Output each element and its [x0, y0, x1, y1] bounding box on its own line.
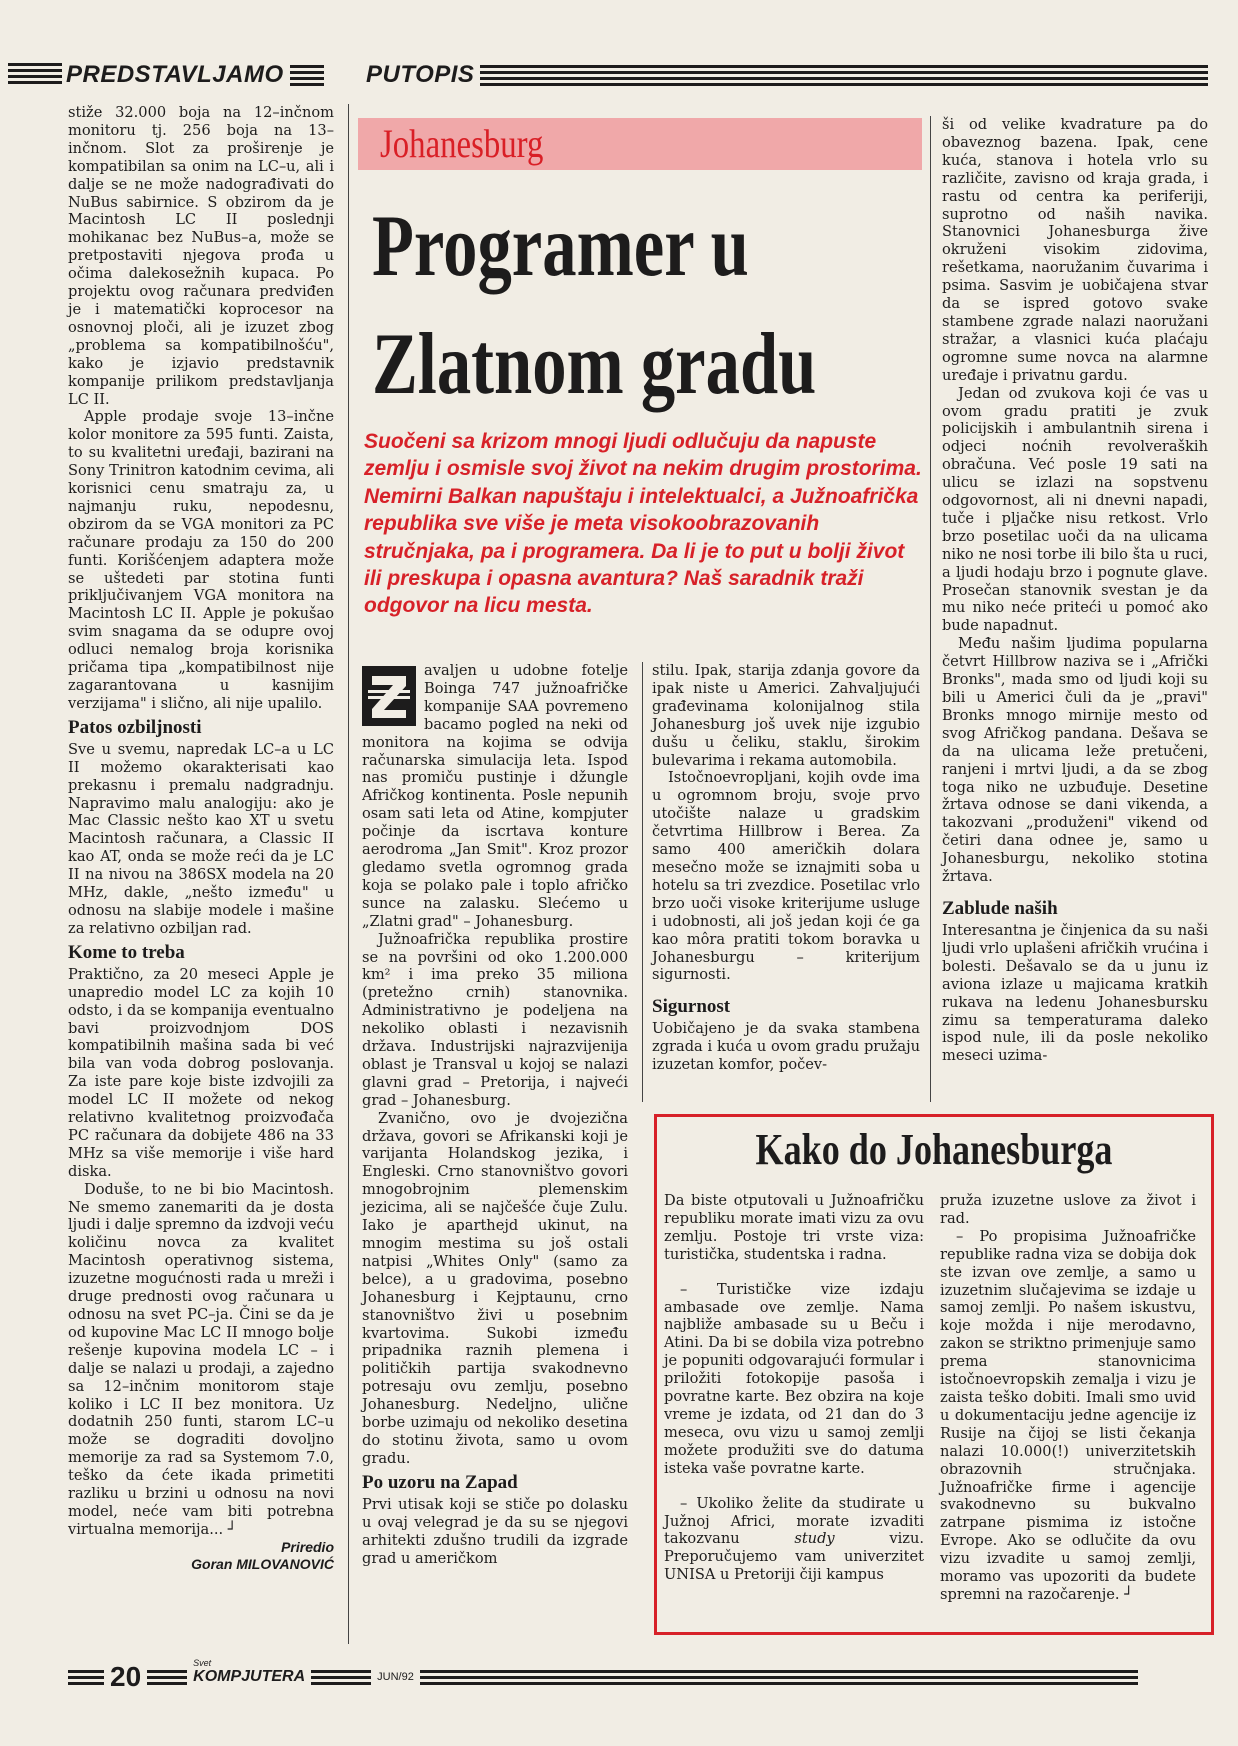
column-divider	[930, 116, 931, 1102]
paragraph: pruža izuzetne uslove za život i rad.	[940, 1192, 1196, 1227]
issue-date: JUN/92	[377, 1671, 414, 1683]
page-footer	[68, 1658, 1138, 1692]
paragraph: – Turističke vize izdaju ambasade ove zemlje. Nama najbliže ambasade su u Beču i Atini. Da bi se dobila viza potrebno je popuniti odgovarajući formular i priložiti fotokopije pasoša i povratne karte. Bez obzira na koje vreme je izdata, od 21 dan do 3 meseca, ovu vizu u samoj zemlji možete produžiti sve do datuma isteka vaše povratne karte.	[664, 1280, 924, 1477]
page-number: 20	[110, 1661, 142, 1692]
paragraph: Južnoafrička republika prostire se na površini od oko 1.200.000 km² i ima preko 35 miliona (pretežno crnih) stanovnika. Administrativno je podeljena na nekoliko oblasti i nezavisnih država. Industrijski najrazvijenija oblast je Transval u kojoj se nalazi glavni grad – Pretorija, i najveći grad – Johanesburg.	[362, 930, 628, 1109]
footer-rules	[420, 1670, 1138, 1685]
text-run-italic: study	[794, 1530, 835, 1548]
paragraph: stiže 32.000 boja na 12–inčnom monitoru tj. 256 boja na 13–inčnom. Slot za proširenje je kompatibilan sa onim na LC–u, ali i dalje se ne može nadograđivati do NuBus sabirnice. S obzirom da je Macintosh LC II poslednji mohikanac bez NuBus–a, može se pretpostaviti njegova prođa u očima dalekosežnih kupaca. Po projektu ovog računara predviđen je i matematički koprocesor na osnovnoj ploči, ali je izuzet zbog „problema sa kompatibilnošću", kako je izjavio predstavnik kompanije prilikom predstavljanja LC II.	[68, 104, 334, 408]
kicker-title: Johanesburg	[380, 121, 544, 166]
header-rules	[290, 65, 324, 86]
paragraph: Jedan od zvukova koji će vas u ovom gradu pratiti je zvuk policijskih i ambulantnih sirena i odjeci noćnih revolveraških obračuna. Već posle 19 sati na ulicu se izlazi na sopstvenu odgovornost, ali ni dnevni napadi, tuče i pljačke nisu retkost. Vrlo brzo posetilac uoči da na ulicama niko ne nosi torbe ili bilo šta u ruci, a ljudi hodaju brzo i pognute glave. Prosečan stanovnik svestan je da mu niko neće priteći u pomoć ako bude napadnut.	[942, 384, 1208, 635]
subheading: Patos ozbiljnosti	[68, 716, 202, 738]
magazine-brand	[187, 1658, 311, 1686]
article-column-1	[362, 662, 628, 1567]
subheading: Kome to treba	[68, 941, 185, 963]
section-header-putopis	[360, 58, 1208, 92]
paragraph: Da biste otputovali u Južnoafričku republiku morate imati vizu za ovu zemlju. Postoje tri vrste viza: turistička, studentska i radna.	[664, 1192, 924, 1263]
byline-author: Goran MILOVANOVIĆ	[191, 1555, 334, 1572]
sidebar-column-right	[940, 1192, 1196, 1604]
left-column	[68, 104, 334, 1573]
brand-name: KOMPJUTERA	[193, 1668, 306, 1685]
paragraph: Interesantna je činjenica da su naši ljudi vrlo uplašeni afričkih vrućina i bolesti. Dešavalo se da u junu iz aviona izlaze u majicama kratkih rukava na ledenu Johanesbursku zimu sa temperaturama daleko ispod nule, ili da posle nekoliko meseci uzima-	[942, 921, 1208, 1065]
footer-rules	[147, 1670, 187, 1685]
paragraph: stilu. Ipak, starija zdanja govore da ipak niste u Americi. Zahvaljujući građevinama kolonijalnog stila Johanesburg još uvek nije izgubio dušu u čeliku, staklu, širokim bulevarima i rekama automobila.	[652, 662, 920, 769]
column-divider	[348, 104, 349, 1644]
paragraph: Praktično, za 20 meseci Apple je unapredio model LC za kojih 10 odsto, i da se kompanija eventualno bavi proizvodnjom DOS kompatibilnih mašina sada bi već bila van voda dobrog poslovanja. Za iste pare koje biste izdvojili za model LC II možete od nekog relativno kvalitetnog proizvođača PC računara da dobijete 486 na 33 MHz sa više memorije i više hard diska.	[68, 965, 334, 1180]
paragraph	[664, 1495, 924, 1585]
byline-label: Priredio	[281, 1538, 334, 1555]
brand-small: Svet	[193, 1658, 212, 1668]
article-deck: Suočeni sa krizom mnogi ljudi odlučuju da napuste zemlju i osmisle svoj život na nekim drugim prostorima. Nemirni Balkan napuštaju i intelektualci, a Južnoafrička republika sve više je meta visokoobrazovanih stručnjaka, pa i programera. Da li je to put u bolji život ili preskupa i opasna avantura? Naš saradnik traži odgovor na licu mesta.	[364, 430, 922, 618]
paragraph: Istočnoevropljani, kojih ovde ima u ogromnom broju, svoje prvo utočište nalaze u gradskim četvrtima Hillbrow i Berea. Za samo 400 američkih dolara mesečno može se iznajmiti soba u hotelu sa tri zvezdice. Posetilac vrlo brzo uoči visoke kriterijume usluge i udobnosti, ali još jedan koji će ga kao môra pratiti tokom boravka u Johanesburgu – kriterijum sigurnosti.	[652, 769, 920, 984]
column-divider	[642, 662, 643, 1102]
subheading: Po uzoru na Zapad	[362, 1471, 518, 1493]
paragraph: Prvi utisak koji se stiče po dolasku u ovaj velegrad je da su se njegovi arhitekti zdušno trudili da izgrade grad u američkom	[362, 1495, 628, 1567]
headline-line: Zlatnom gradu	[372, 316, 817, 413]
header-rules	[480, 65, 1208, 86]
paragraph: Doduše, to ne bi bio Macintosh. Ne smemo zanemariti da je dosta ljudi i dalje spremno da izdvoji veću količinu novca za kvalitet Macintosh operativnog sistema, izuzetne mogućnosti rada u mreži i druge prednosti ovog računara u odnosu na svet PC–ja. Čini se da je od kupovine Mac LC II mnogo bolje rešenje kupovina modela LC – i dalje se nalazi u prodaji, a zajedno sa 12–inčnim monitorom staje koliko i LC II bez monitora. Uz dodatnih 250 funti, starom LC–u može se dograditi dovoljno memorije za rad sa Systemom 7.0, teško da ćete ikada primetiti razliku u brzini u odnosu na novi model, neće vam biti potrebna virtualna memorija... ┘	[68, 1180, 334, 1538]
headline	[372, 188, 817, 424]
paragraph: ši od velike kvadrature pa do obaveznog bazena. Ipak, cene kuća, stanova i hotela vrlo su različite, zavisno od kraja grada, i rastu od centra ka periferiji, suprotno od naših navika. Stanovnici Johanesburga žive okruženi visokim zidovima, rešetkama, naoružanim čuvarima i psima. Sasvim je uobičajena stvar da se ispred gotovo svake stambene zgrade nalazi naoružani stražar, a vlasnici kuća plaćaju ogromne sume novca na alarmne uređaje i privatnu gardu.	[942, 116, 1208, 384]
dropcap-z	[362, 666, 416, 726]
dropcap-glyph	[362, 666, 416, 726]
headline-line: Programer u	[372, 198, 749, 295]
paragraph: – Po propisima Južnoafričke republike radna viza se dobija dok ste izvan ove zemlje, a samo u izuzetnim slučajevima se izdaje u samoj zemlji. Po našem iskustvu, koje možda i nije merodavno, zakon se striktno primenjuje samo prema stanovnicima istočnoevropskih zemalja i vizu je zaista teško dobiti. Imali smo uvid u dokumentaciju jedne agencije iz Rusije na čijoj se listi čekanja nalazi 10.000(!) univerzitetskih obrazovnih stručnjaka. Južnoafričke firme i agencije svakodnevno su bukvalno zatrpane pismima iz istočne Evrope. Ako se odlučite da ovu vizu izvadite u samoj zemlji, moramo vas upozoriti da budete spremni na razočarenje. ┘	[940, 1227, 1196, 1603]
paragraph: Apple prodaje svoje 13–inčne kolor monitore za 595 funti. Zaista, to su kvalitetni uređaji, bazirani na Sony Trinitron katodnim cevima, ali korisnici cenu smatraju za, u najmanju ruku, nepodesnu, obzirom da se VGA monitori za PC računare prodaju za 150 do 200 funti. Korišćenjem adaptera može se uštedeti par stotina funti priključivanjem VGA monitora na Macintosh LC II. Apple je pokušao svim snagama da se odupre ovoj odluci nemalog broja korisnika pričama tipa „kompatibilnost nije zagarantovana u kasnijim verzijama" i slično, ali nije upalilo.	[68, 408, 334, 712]
article-column-2	[652, 662, 920, 1074]
section-label-putopis: PUTOPIS	[366, 61, 475, 88]
sidebar-column-left	[664, 1192, 924, 1584]
text-run: vizu. Preporučujemo vam univerzitet UNISA u Pretoriji čiji kampus	[664, 1530, 925, 1584]
subheading: Sigurnost	[652, 996, 731, 1018]
article-column-3	[942, 116, 1208, 1065]
paragraph: avaljen u udobne fotelje Boinga 747 južnoafričke kompanije SAA povremeno bacamo pogled na neki od monitora na kojima se odvija računarska simulacija leta. Ispod nas promiču pustinje i džungle Afričkog kontinenta. Posle nepunih osam sati leta od Atine, kompjuter počinje da iscrtava konture aerodroma „Jan Smit". Kroz prozor gledamo svetla ogromnog grada koja se polako pale i toplo afričko sunce na zalasku. Slećemo u „Zlatni grad" – Johanesburg.	[362, 662, 628, 930]
paragraph: Među našim ljudima popularna četvrt Hillbrow naziva se i „Afrički Bronks", mada smo od ljudi koji su bili u Americi čuli da je „pravi" Bronks mnogo mirnije mesto od svog Afričkog pandana. Dešava se da na ulicama leže pretučeni, ranjeni i mrtvi ljudi, a da se zbog toga niko ne uzbuđuje. Desetine žrtava odnose se dani vikenda, a takozvani „produženi" vikend od četiri dana odnee je, samo u Johanesburgu, nekoliko stotina žrtava.	[942, 635, 1208, 886]
text-run: – Ukoliko želite da studirate u Južnoj Africi, morate izvaditi takozvanu	[664, 1494, 924, 1548]
footer-rules	[311, 1670, 371, 1685]
section-label-predstavljamo: PREDSTAVLJAMO	[66, 61, 284, 88]
section-header-predstavljamo	[62, 58, 324, 92]
sidebar-title: Kako do Johanesburga	[755, 1125, 1113, 1174]
paragraph: Zvanično, ovo je dvojezična država, govori se Afrikanski koji je varijanta Holandskog jezika, i Engleski. Crno stanovništvo govori mnogobrojnim plemenskim jezicima, ali se najčešće čuje Zulu. Iako je aparthejd ukinut, na mnogim mestima su još ostali natpisi „Whites Only" (samo za belce), a u gradovima, posebno Johanesburg i Kejptaunu, crno stanovništvo živi u posebnim kvartovima. Sukobi između pripadnika raznih plemena i političkih partija svakodnevno potresaju ovu zemlju, posebno Johanesburg. Nedeljno, ulične borbe uzimaju od nekoliko desetina do stotinu života, samo u ovom gradu.	[362, 1109, 628, 1467]
paragraph: Uobičajeno je da svaka stambena zgrada i kuća u ovom gradu pružaju izuzetan komfor, počev-	[652, 1020, 920, 1074]
paragraph: Sve u svemu, napredak LC–a u LC II možemo okarakterisati kao prekasnu i premalu nadgradnju. Napravimo malu analogiju: ako je Mac Classic nešto kao XT u svetu Macintosh računara, a Classic II kao AT, onda se može reći da je LC II na nivou na 386SX modela na 20 MHz, dakle, „nešto između" u odnosu na slabije modele i mašine za relativno ozbiljan rad.	[68, 740, 334, 937]
footer-rules	[68, 1670, 104, 1685]
header-rules-left	[8, 63, 62, 84]
subheading: Zablude naših	[942, 897, 1058, 919]
